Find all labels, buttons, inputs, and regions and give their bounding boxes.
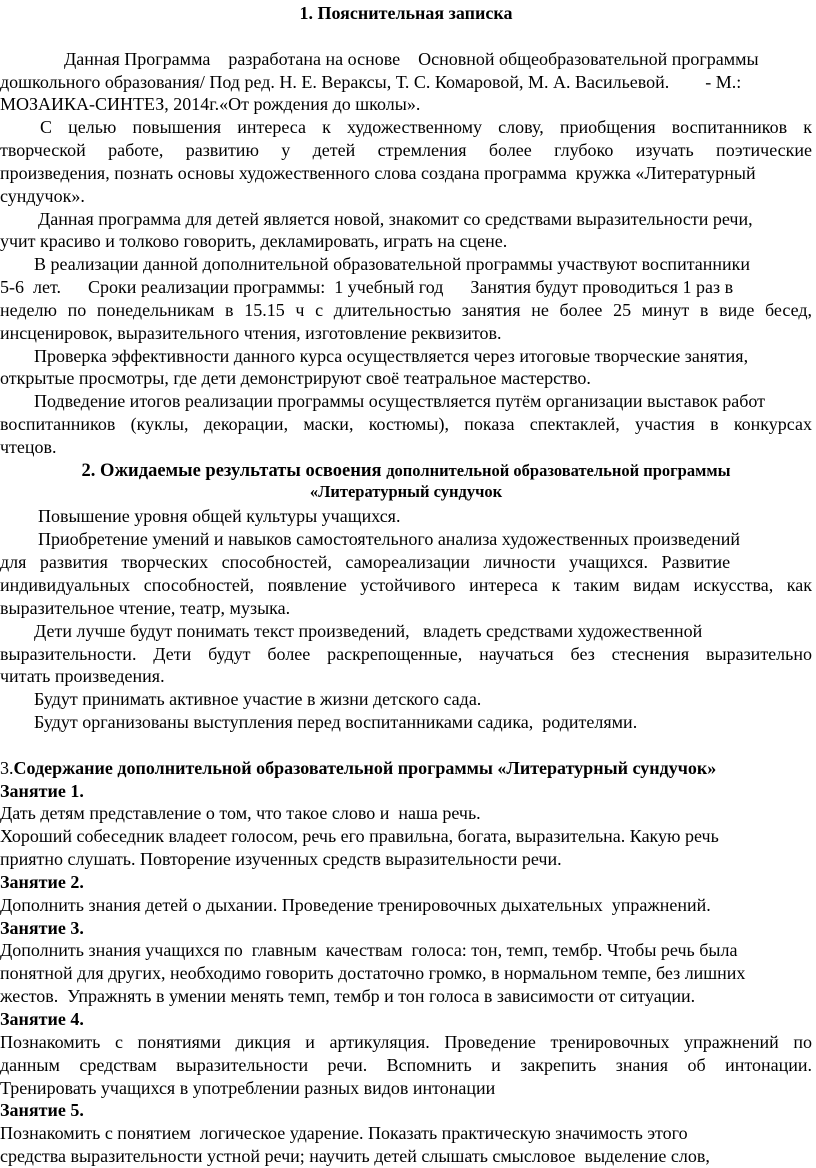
text-line: для развития творческих способностей, самореализации личности учащихся. Развитие (0, 552, 731, 573)
text-line: сундучок». (0, 185, 85, 206)
text-line: Данная Программа разработана на основе Основной общеобразовательной программы (64, 48, 759, 69)
text-line: жестов. Упражнять в умении менять темп, тембр и тон голоса в зависимости от ситуации. (0, 986, 696, 1007)
text-line: выразительное чтение, театр, музыка. (0, 597, 291, 618)
text-line: учит красиво и толково говорить, декламировать, играть на сцене. (0, 231, 508, 252)
text-line: дошкольного образования/ Под ред. Н. Е. Вераксы, Т. С. Комаровой, М. А. Васильевой. - М.: (0, 71, 742, 92)
text-line: МОЗАИКА-СИНТЕЗ, 2014г.«От рождения до школы». (0, 94, 421, 115)
section1-heading: 1. Пояснительная записка (299, 3, 513, 23)
text-line: Проверка эффективности данного курса осуществляется через итоговые творческие занятия, (34, 345, 749, 366)
text-line: выразительности. Дети будут более раскрепощенные, научаться без стеснения выразительно (0, 643, 812, 664)
text-line: понятной для других, необходимо говорить достаточно громко, в нормальном темпе, без лишних (0, 963, 746, 984)
text-line: Дать детям представление о том, что такое слово и наша речь. (0, 803, 481, 824)
text-line: 5-6 лет. Сроки реализации программы: 1 учебный год Занятия будут проводиться 1 раз в (0, 277, 734, 298)
text-line: Данная программа для детей является новой, знакомит со средствами выразительности речи, (38, 208, 753, 229)
section3-heading (0, 756, 812, 780)
lesson-title: Занятие 2. (0, 871, 84, 892)
text-line: Тренировать учащихся в употреблении разных видов интонации (0, 1077, 496, 1098)
text-line: чтецов. (0, 436, 57, 457)
lesson-title: Занятие 4. (0, 1008, 84, 1029)
text-line: Познакомить с понятиями дикция и артикуляция. Проведение тренировочных упражнений по (0, 1031, 812, 1052)
lesson-title: Занятие 3. (0, 917, 84, 938)
text-line: творческой работе, развитию у детей стремления более глубоко изучать поэтические (0, 140, 812, 160)
text-line: Дети лучше будут понимать текст произведений, владеть средствами художественной (34, 620, 703, 641)
text-line: Хороший собеседник владеет голосом, речь его правильна, богата, выразительна. Какую речь (0, 826, 719, 847)
section2-heading-part1: 2. Ожидаемые результаты освоения (81, 460, 387, 481)
text-line: Дополнить знания учащихся по главным качествам голоса: тон, темп, тембр. Чтобы речь была (0, 940, 738, 961)
text-line: данным средствам выразительности речи. Вспомнить и закрепить знания об интонации. (0, 1054, 812, 1075)
text-line: Повышение уровня общей культуры учащихся. (38, 506, 401, 527)
text-line: С целью повышения интереса к художественному слову, приобщения воспитанников к (40, 117, 812, 138)
section2-heading-part2: дополнительной образовательной программы (386, 460, 731, 480)
section2-heading-line2: «Литературный сундучок (309, 481, 503, 501)
text-line: произведения, познать основы художественного слова создана программа кружка «Литературный (0, 162, 756, 183)
lesson-title: Занятие 5. (0, 1100, 84, 1121)
text-line: Будут организованы выступления перед воспитанниками садика, родителями. (34, 712, 638, 732)
text-line: Подведение итогов реализации программы осуществляется путём организации выставок работ (34, 391, 766, 412)
text-line: неделю по понедельникам в 15.15 ч с длительностью занятия не более 25 минут в виде бесед, (0, 299, 812, 320)
text-line: Познакомить с понятием логическое ударение. Показать практическую значимость этого (0, 1123, 688, 1144)
section3-heading-number: 3. (0, 757, 14, 778)
section3-heading-text: Содержание дополнительной образовательной программы «Литературный сундучок» (13, 757, 717, 778)
text-line: воспитанников (куклы, декорации, маски, костюмы), показа спектаклей, участия в конкурсах (0, 414, 812, 435)
text-line: Дополнить знания детей о дыхании. Проведение тренировочных дыхательных упражнений. (0, 894, 711, 915)
text-line: открытые просмотры, где дети демонстрируют своё театральное мастерство. (0, 368, 591, 389)
text-line: Будут принимать активное участие в жизни детского сада. (34, 689, 482, 710)
text-line: приятно слушать. Повторение изученных средств выразительности речи. (0, 849, 562, 870)
section2-heading (0, 458, 812, 482)
lesson-title: Занятие 1. (0, 780, 84, 801)
text-line: индивидуальных способностей, появление устойчивого интереса к таким видам искусства, как (0, 575, 812, 595)
text-line: инсценировок, выразительного чтения, изготовление реквизитов. (0, 322, 502, 343)
text-line: средства выразительности устной речи; научить детей слышать смысловое выделение слов, (0, 1146, 710, 1166)
text-line: читать произведения. (0, 666, 165, 687)
text-line: В реализации данной дополнительной образовательной программы участвуют воспитанники (34, 254, 751, 275)
text-line: Приобретение умений и навыков самостоятельного анализа художественных произведений (38, 529, 740, 550)
